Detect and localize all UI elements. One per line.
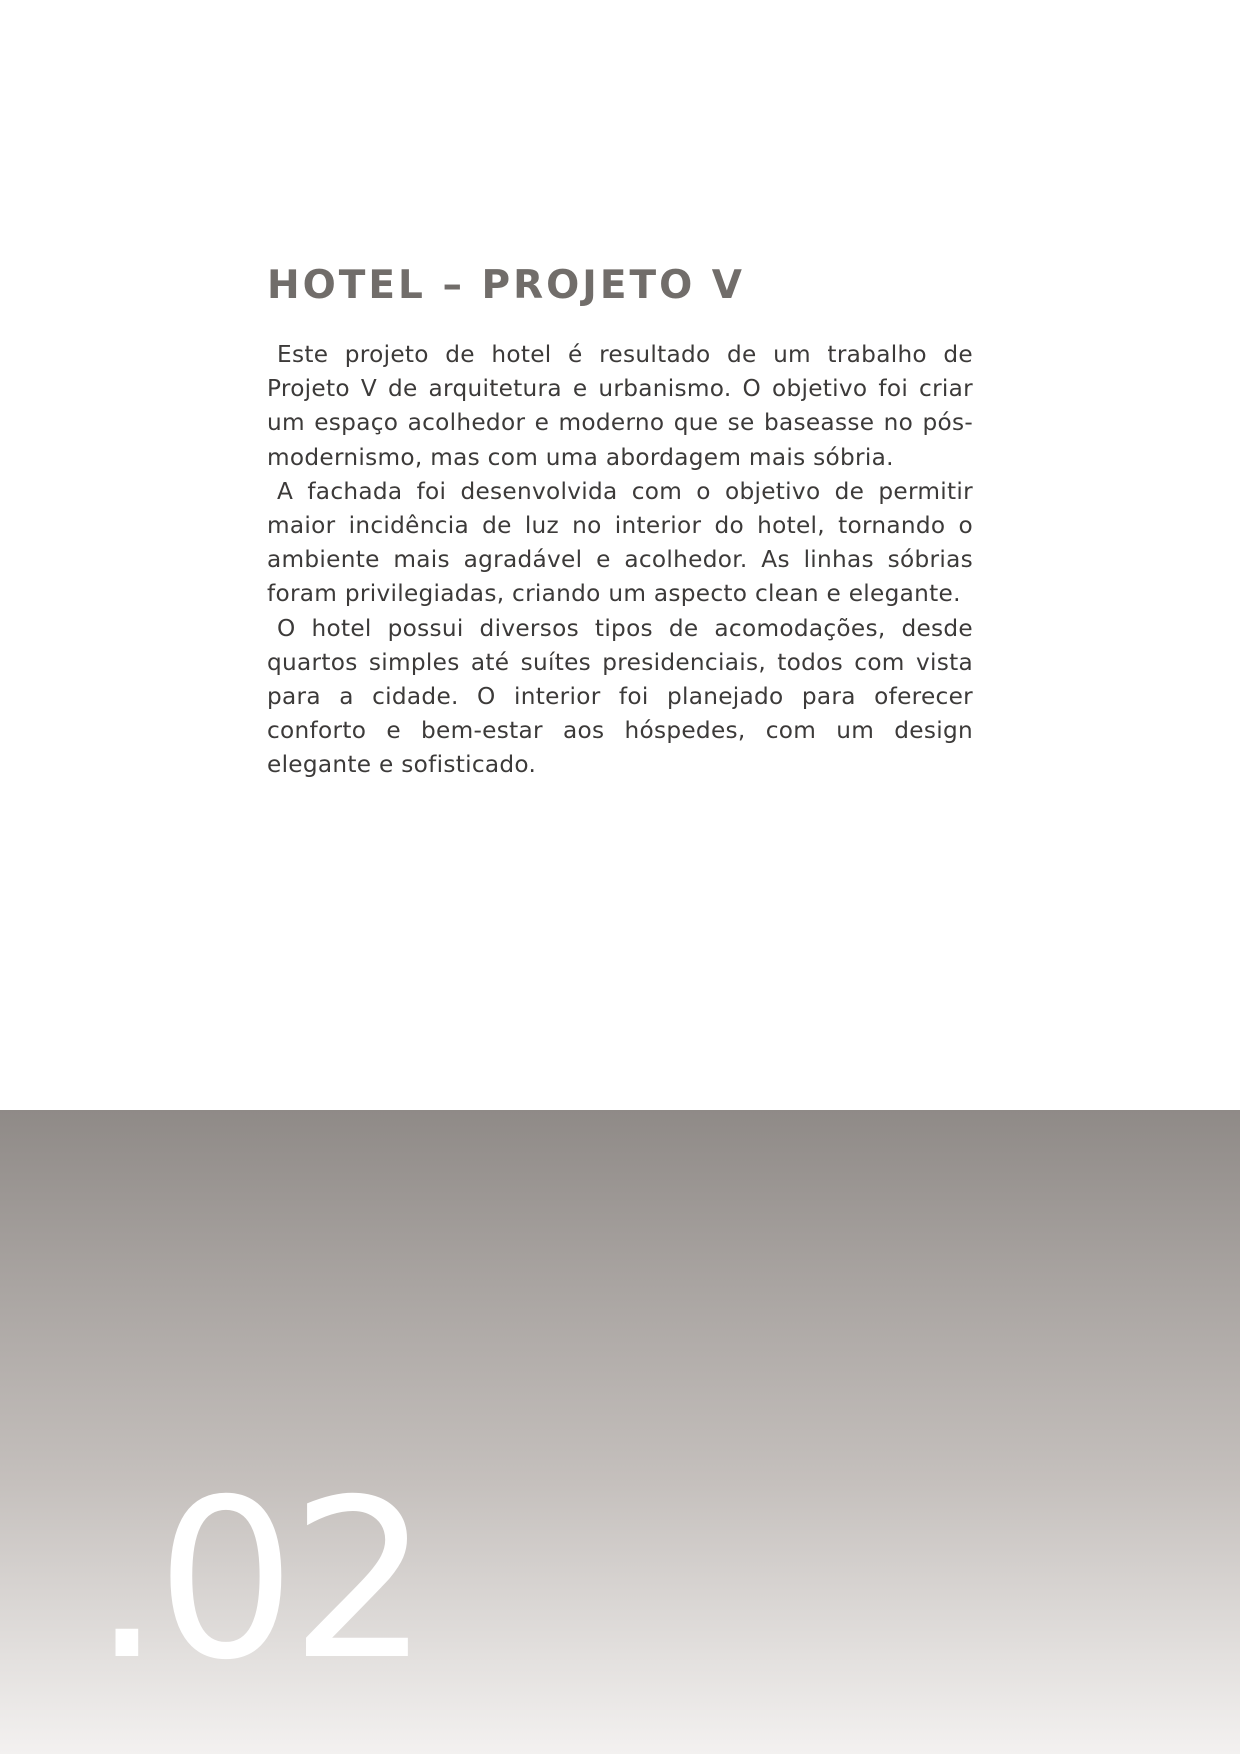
chapter-number: .02 <box>92 1452 424 1708</box>
text-block <box>267 262 973 783</box>
paragraph-accommodations: O hotel possui diversos tipos de acomodações, desde quartos simples até suítes presidenciais, todos com vista para a cidade. O interior foi planejado para oferecer conforto e bem-estar aos hóspedes, com um design elegante e sofisticado. <box>267 614 973 779</box>
page-title: HOTEL – PROJETO V <box>267 263 745 308</box>
paragraph-facade: A fachada foi desenvolvida com o objetivo de permitir maior incidência de luz no interior do hotel, tornando o ambiente mais agradável e acolhedor. As linhas sóbrias foram privilegiadas, criando um aspecto clean e elegante. <box>267 477 973 608</box>
paragraph-intro: Este projeto de hotel é resultado de um trabalho de Projeto V de arquitetura e urbanismo. O objetivo foi criar um espaço acolhedor e moderno que se baseasse no pós-modernismo, mas com uma abordagem mais sóbria. <box>267 341 973 471</box>
